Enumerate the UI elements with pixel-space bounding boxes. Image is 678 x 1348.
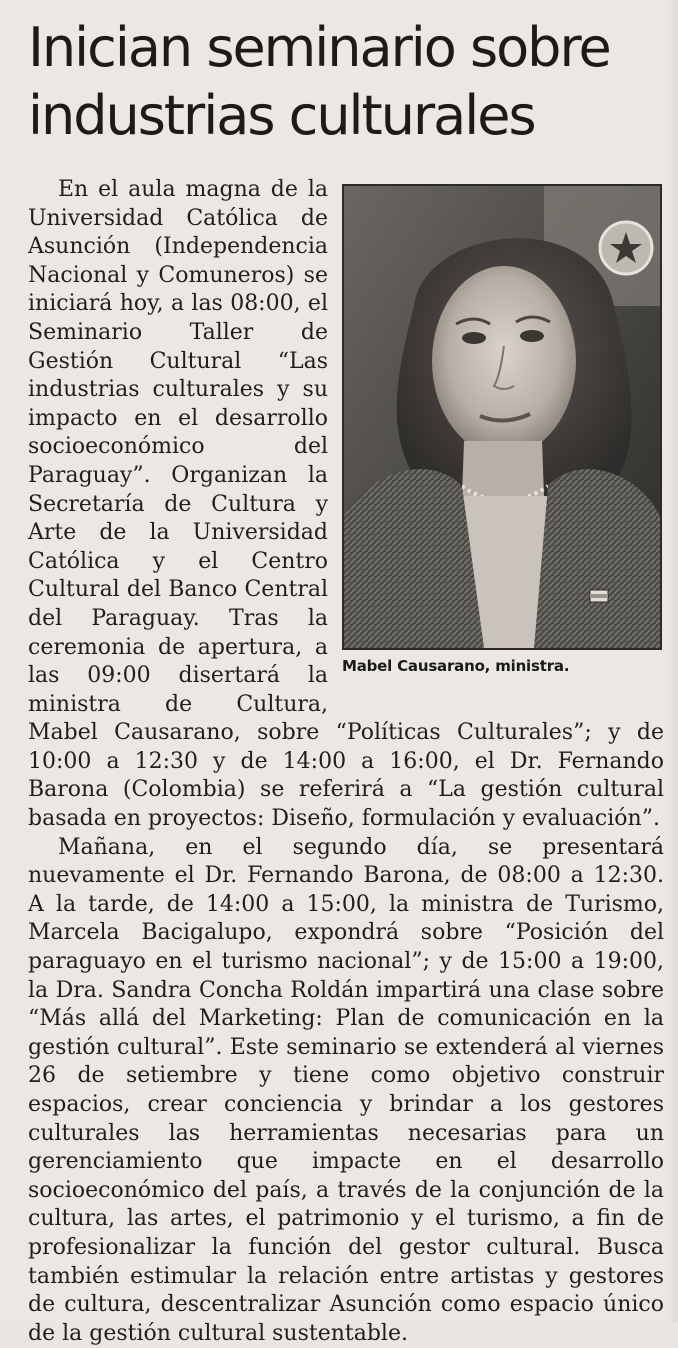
headline	[28, 14, 668, 150]
photo-caption: Mabel Causarano, ministra.	[342, 657, 570, 675]
paragraph-1: En el aula magna de la Universidad Católica de Asunción (Independencia Nacional y Comuneros) se iniciará hoy, a las 08:00, el Seminario Taller de Gestión Cultural “Las industrias culturales y su impacto en el desarrollo socioeconómico del Paraguay”. Organizan la Secretaría de Cultura y Arte de la Universidad Católica y el Centro Cultural del Banco Central del Paraguay. Tras la ceremonia de apertura, a las 09:00 disertará la ministra de Cultura, Mabel Causarano, sobre “Políticas Culturales”; y de 10:00 a 12:30 y de 14:00 a 16:00, el Dr. Fernando Barona (Colombia) se referirá a “La gestión cultural basada en proyectos: Diseño, formulación y evaluación”.	[28, 177, 664, 832]
article-body	[28, 176, 664, 1348]
portrait-image	[344, 186, 660, 648]
paragraph-2: Mañana, en el segundo día, se presentará nuevamente el Dr. Fernando Barona, de 08:00 a 12:30. A la tarde, de 14:00 a 15:00, la ministra de Turismo, Marcela Bacigalupo, expondrá sobre “Posición del paraguayo en el turismo nacional”; y de 15:00 a 19:00, la Dra. Sandra Concha Roldán impartirá una clase sobre “Más allá del Marketing: Plan de comunicación en la gestión cultural”. Este seminario se extenderá al viernes 26 de setiembre y tiene como objetivo construir espacios, crear conciencia y brindar a los gestores culturales las herramientas necesarias para un gerenciamiento que impacte en el desarrollo socioeconómico del país, a través de la conjunción de la cultura, las artes, el patrimonio y el turismo, a fin de profesionalizar la función del gestor cultural. Busca también estimular la relación entre artistas y gestores de cultura, descentralizar Asunción como espacio único de la gestión cultural sustentable.	[28, 834, 664, 1346]
headline-line-2: industrias culturales	[28, 84, 535, 147]
portrait-photo	[342, 184, 662, 650]
paper-edge	[666, 0, 678, 1323]
headline-line-1: Inician seminario sobre	[28, 16, 610, 79]
photo-figure	[342, 184, 664, 692]
